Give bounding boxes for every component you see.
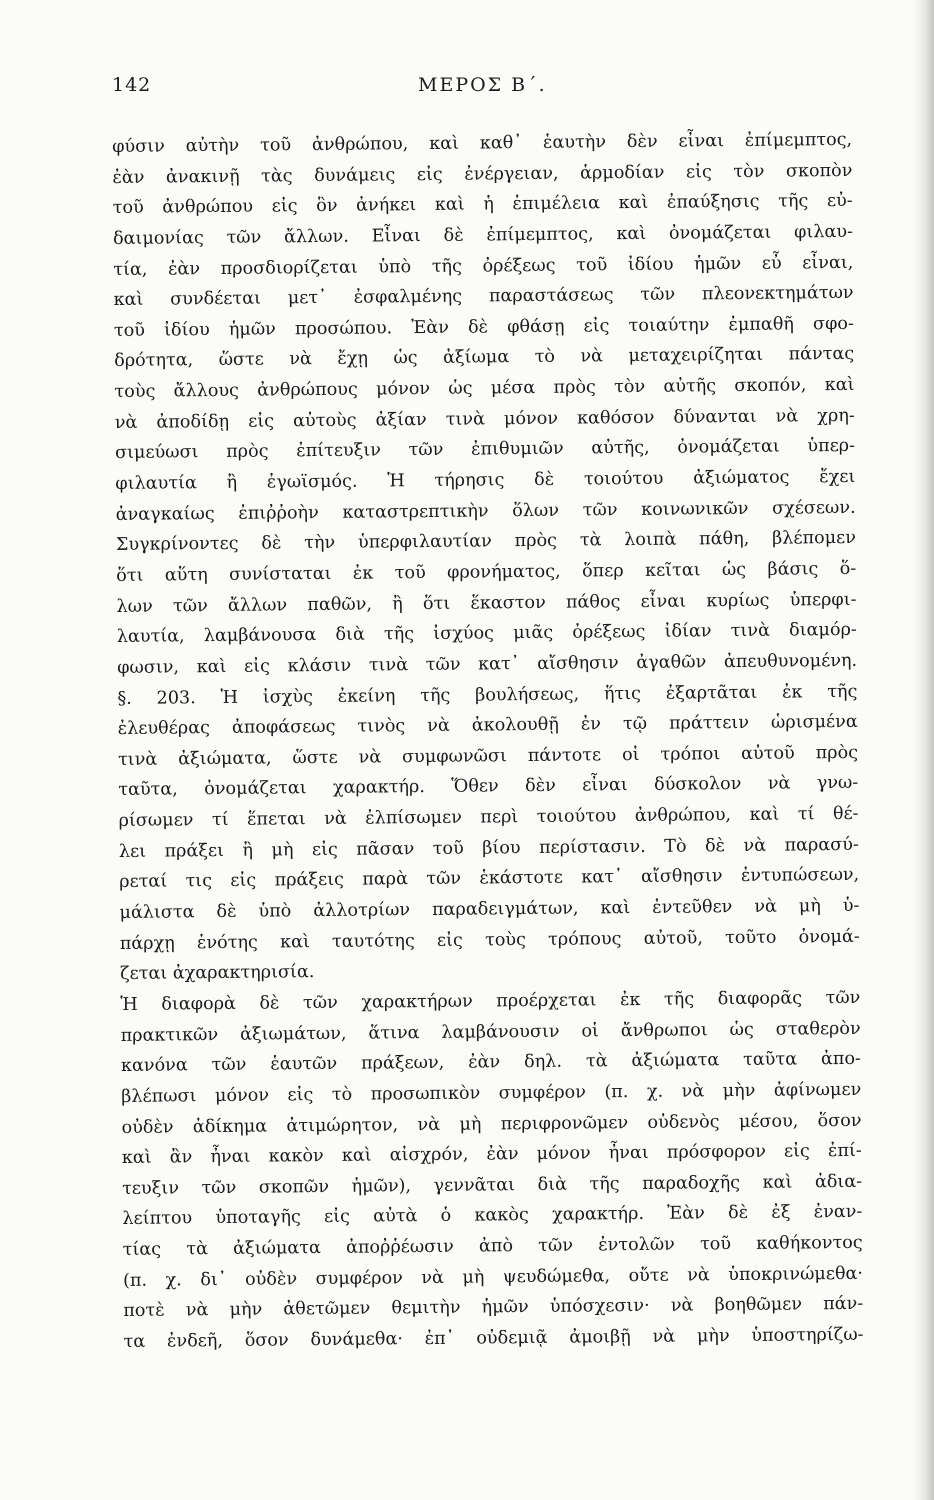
text-line: νὰ ἀποδίδῃ εἰς αὐτοὺς ἀξίαν τινὰ μόνον καθόσον δύνανται νὰ χρη- [114,405,855,433]
text-line: ἐλευθέρας ἀποφάσεως τινὸς νὰ ἀκολουθῇ ἐν τῷ πράττειν ὡρισμένα [117,712,858,740]
text-line: τίας τὰ ἀξιώματα ἀποῤῥέωσιν ἀπὸ τῶν ἐντολῶν τοῦ καθήκοντος [122,1232,863,1261]
text-line: πάρχῃ ἑνότης καὶ ταυτότης εἰς τοὺς τρόπους αὐτοῦ, τοῦτο ὀνομά- [119,926,860,954]
text-line: λείπτου ὑποταγῆς εἰς αὐτὰ ὁ κακὸς χαρακτήρ. Ἐὰν δὲ ἐξ ἐναν- [122,1202,863,1230]
text-line: φωσιν, καὶ εἰς κλάσιν τινὰ τῶν κατ᾽ αἴσθησιν ἀγαθῶν ἀπευθυνομένη. [117,650,858,678]
text-line: ὅτι αὕτη συνίσταται ἐκ τοῦ φρονήματος, ὅπερ κεῖται ὡς βάσις ὅ- [116,558,857,586]
text-line: Συγκρίνοντες δὲ τὴν ὑπερφιλαυτίαν πρὸς τὰ λοιπὰ πάθη, βλέπομεν [115,528,857,556]
text-line: τα ἐνδεῆ, ὅσον δυνάμεθα· ἐπ᾽ οὐδεμιᾷ ἀμοιβῇ νὰ μὴν ὑποστηρίζω- [123,1324,864,1352]
text-line: δαιμονίας τῶν ἄλλων. Εἶναι δὲ ἐπίμεμπτος, καὶ ὀνομάζεται φιλαυ- [112,221,854,249]
text-line: ἀναγκαίως ἐπιῤῥοὴν καταστρεπτικὴν ὅλων τῶν κοινωνικῶν σχέσεων. [115,497,856,525]
text-line: φύσιν αὐτὴν τοῦ ἀνθρώπου, καὶ καθ᾽ ἑαυτὴν δὲν εἶναι ἐπίμεμπτος, [112,129,853,157]
text-line: τοὺς ἄλλους ἀνθρώπους μόνον ὡς μέσα πρὸς τὸν αὐτῆς σκοπόν, καὶ [114,375,855,403]
text-line: ἐὰν ἀνακινῇ τὰς δυνάμεις εἰς ἐνέργειαν, ἁρμοδίαν εἰς τὸν σκοπὸν [112,160,853,188]
text-line: τευξιν τῶν σκοπῶν ἡμῶν), γεννᾶται διὰ τῆς παραδοχῆς καὶ ἀδια- [122,1171,863,1199]
text-line: σιμεύωσι πρὸς ἐπίτευξιν τῶν ἐπιθυμιῶν αὐτῆς, ὀνομάζεται ὑπερ- [114,436,856,464]
text-line: λων τῶν ἄλλων παθῶν, ἢ ὅτι ἕκαστον πάθος εἶναι κυρίως ὑπερφι- [116,589,857,617]
text-line: ρεταί τις εἰς πράξεις παρὰ τῶν ἑκάστοτε κατ᾽ αἴσθησιν ἐντυπώσεων, [119,865,860,893]
page-edge-shadow [914,0,934,1500]
text-line: τινὰ ἀξιώματα, ὥστε νὰ συμφωνῶσι πάντοτε οἱ τρόποι αὐτοῦ πρὸς [117,742,859,770]
text-line: μάλιστα δὲ ὑπὸ ἀλλοτρίων παραδειγμάτων, καὶ ἐντεῦθεν νὰ μὴ ὑ- [119,895,860,923]
text-line: ποτὲ νὰ μὴν ἀθετῶμεν θεμιτὴν ἡμῶν ὑπόσχεσιν· νὰ βοηθῶμεν πάν- [123,1294,864,1322]
text-line: Ἡ διαφορὰ δὲ τῶν χαρακτήρων προέρχεται ἐκ τῆς διαφορᾶς τῶν [120,987,861,1015]
text-line: κανόνα τῶν ἑαυτῶν πράξεων, ἐὰν δηλ. τὰ ἀξιώματα ταῦτα ἀπο- [120,1049,862,1077]
text-line: ζεται ἀχαρακτηρισία. [119,962,315,985]
text-line: οὐδὲν ἀδίκημα ἀτιμώρητον, νὰ μὴ περιφρονῶμεν οὐδενὸς μέσου, ὅσον [121,1110,862,1138]
running-head: ΜΕΡΟΣ Β΄. [418,74,547,96]
body-text [112,125,864,1358]
page-number: 142 [112,74,152,96]
text-line: φιλαυτία ἢ ἐγωϊσμός. Ἡ τήρησις δὲ τοιούτου ἀξιώματος ἔχει [115,466,856,495]
text-line: δρότητα, ὥστε νὰ ἔχῃ ὡς ἀξίωμα τὸ νὰ μεταχειρίζηται πάντας [114,344,855,372]
text-line: τοῦ ἰδίου ἡμῶν προσώπου. Ἐὰν δὲ φθάσῃ εἰς τοιαύτην ἐμπαθῆ σφο- [113,313,854,341]
text-line: πρακτικῶν ἀξιωμάτων, ἅτινα λαμβάνουσιν οἱ ἄνθρωποι ὡς σταθερὸν [120,1018,861,1046]
text-line: καὶ συνδέεται μετ᾽ ἐσφαλμένης παραστάσεως τῶν πλεονεκτημάτων [113,283,854,311]
text-line: καὶ ἂν ἦναι κακὸν καὶ αἰσχρόν, ἐὰν μόνον ἦναι πρόσφορον εἰς ἐπί- [121,1140,862,1169]
text-line: ρίσωμεν τί ἕπεται νὰ ἐλπίσωμεν περὶ τοιούτου ἀνθρώπου, καὶ τί θέ- [118,803,859,832]
text-line: λει πράξει ἢ μὴ εἰς πᾶσαν τοῦ βίου περίστασιν. Τὸ δὲ νὰ παρασύ- [118,834,859,862]
text-line: λαυτία, λαμβάνουσα διὰ τῆς ἰσχύος μιᾶς ὀρέξεως ἰδίαν τινὰ διαμόρ- [116,620,857,648]
text-line: ταῦτα, ὀνομάζεται χαρακτήρ. Ὅθεν δὲν εἶναι δύσκολον νὰ γνω- [118,773,859,801]
text-line: τοῦ ἀνθρώπου εἰς ὃν ἀνήκει καὶ ἡ ἐπιμέλεια καὶ ἐπαύξησις τῆς εὐ- [112,191,853,219]
text-line: τία, ἐὰν προσδιορίζεται ὑπὸ τῆς ὀρέξεως τοῦ ἰδίου ἡμῶν εὖ εἶναι, [113,252,854,280]
text-line: (π. χ. δι᾽ οὐδὲν συμφέρον νὰ μὴ ψευδώμεθα, οὔτε νὰ ὑποκρινώμεθα· [122,1263,864,1291]
page-header [112,74,852,104]
text-line: βλέπωσι μόνον εἰς τὸ προσωπικὸν συμφέρον (π. χ. νὰ μὴν ἀφίνωμεν [121,1079,862,1107]
text-line: §. 203. Ἡ ἰσχὺς ἐκείνη τῆς βουλήσεως, ἥτις ἐξαρτᾶται ἐκ τῆς [117,681,858,709]
